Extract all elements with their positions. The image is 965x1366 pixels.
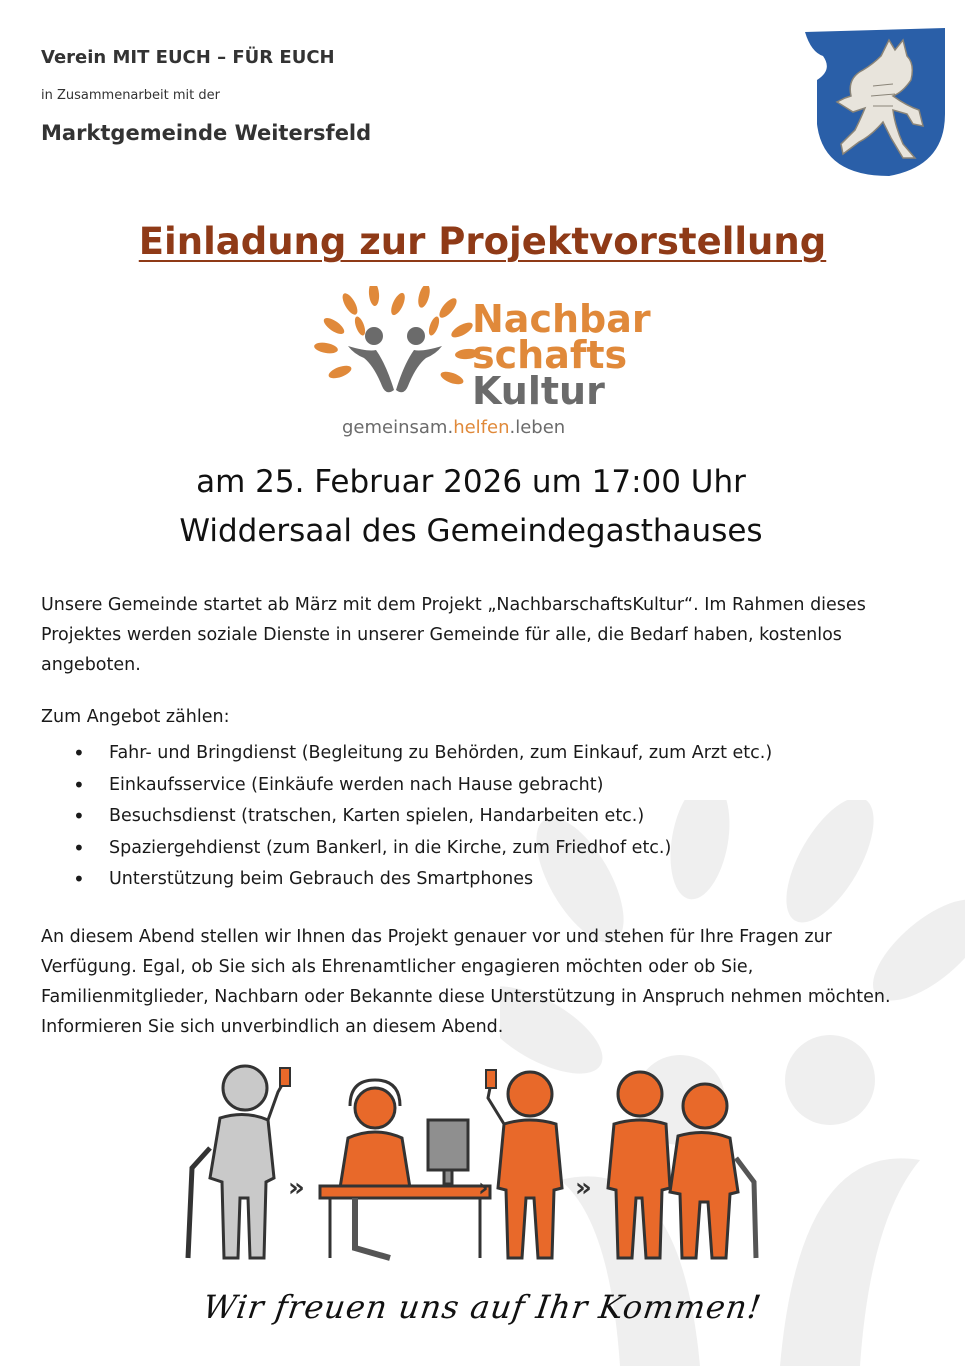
logo-line-3: Kultur [472,369,605,413]
offers-list [73,738,772,896]
bullet-icon: • [73,772,85,797]
municipality-name: Marktgemeinde Weitersfeld [41,121,372,145]
help-chain-illustration [170,1058,780,1278]
list-item: • Besuchsdienst (tratschen, Karten spielen, Handarbeiten etc.) [73,801,772,833]
helper-with-senior-icon [608,1072,756,1258]
arrow-icon: » [288,1173,305,1203]
event-date-time: am 25. Februar 2026 um 17:00 Uhr [196,464,746,500]
cooperation-note: in Zusammenarbeit mit der [41,88,220,103]
event-location: Widdersaal des Gemeindegasthauses [179,513,763,549]
info-paragraph: An diesem Abend stellen wir Ihnen das Projekt genauer vor und stehen für Ihre Fragen zur Verfügung. Egal, ob Sie sich als Ehrenamtlicher engagieren möchten oder ob Sie, Familienmitglieder, Nachbarn oder Bekannte diese Unterstützung in Anspruch nehmen möchten. Informieren Sie sich unverbindlich an diesem Abend. [41,927,891,1037]
municipal-crest-icon [803,26,947,178]
bullet-icon: • [73,804,85,828]
helper-person-icon [488,1072,562,1258]
bullet-icon: • [73,835,85,860]
logo-line-2: schafts [472,333,628,377]
bullet-icon: • [73,741,85,765]
closing-line: Wir freuen uns auf Ihr Kommen! [200,1288,765,1326]
list-item: • Einkaufsservice (Einkäufe werden nach Hause gebracht) [73,770,772,802]
logo-tagline: gemeinsam.helfen.leben [342,417,566,438]
nachbarschaftskultur-logo [312,286,662,441]
arrow-icon: › [478,1173,489,1203]
intro-paragraph: Unsere Gemeinde startet ab März mit dem Projekt „NachbarschaftsKultur“. Im Rahmen dieses Projektes werden soziale Dienste in unserer Gemeinde für alle, die Bedarf haben, kostenlos angeboten. [41,595,866,675]
list-item: • Unterstützung beim Gebrauch des Smartphones [73,864,772,896]
arrow-icon: » [575,1173,592,1203]
offers-heading: Zum Angebot zählen: [41,707,230,727]
list-item: • Fahr- und Bringdienst (Begleitung zu Behörden, zum Einkauf, zum Arzt etc.) [73,738,772,770]
bullet-icon: • [73,867,85,891]
list-item: • Spaziergehdienst (zum Bankerl, in die Kirche, zum Friedhof etc.) [73,833,772,865]
organization-name: Verein MIT EUCH – FÜR EUCH [41,47,335,68]
logo-line-1: Nachbar [472,297,651,341]
elderly-person-icon [188,1066,286,1258]
call-center-operator-icon [320,1080,490,1258]
page-title: Einladung zur Projektvorstellung [138,220,827,263]
